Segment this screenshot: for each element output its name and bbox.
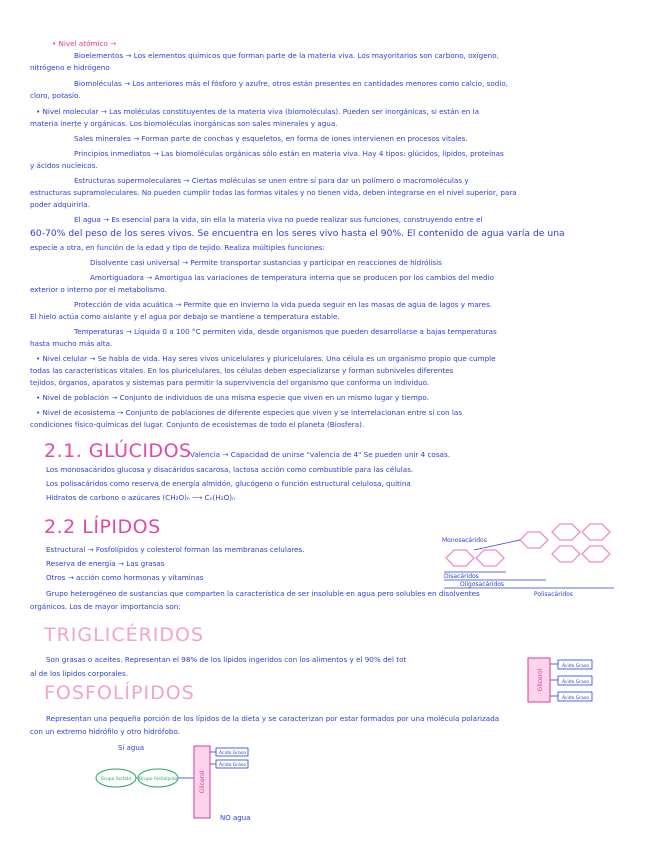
note-line: El hielo actúa como aislante y el agua por debajo se mantiene a temperatura estable. bbox=[30, 312, 340, 321]
note-line: • Nivel atómico → bbox=[52, 39, 117, 48]
label-glicerol: Glicerol bbox=[537, 668, 544, 692]
label-monosacaridos: Monosacáridos bbox=[442, 537, 487, 544]
hexagon-4 bbox=[552, 524, 580, 540]
note-line: nitrógeno e hidrógeno bbox=[30, 63, 110, 72]
note-line: Otros → acción como hormonas y vitaminas bbox=[46, 573, 204, 582]
fchain-2-label: Ácido Graso bbox=[219, 763, 246, 768]
note-line: materia inerte y orgánicas. Los biomoléculas inorgánicas son sales minerales y agua. bbox=[30, 119, 338, 128]
note-line: Sales minerales → Forman parte de conchas y esqueletos, en forma de iones intervienen en procesos vitales. bbox=[74, 134, 468, 143]
note-line: Valencia → Capacidad de unirse "valencia de 4" Se pueden unir 4 cosas. bbox=[190, 450, 450, 459]
note-line: 60-70% del peso de los seres vivos. Se encuentra en los seres vivo hasta el 90%. El contenido de agua varía de una bbox=[30, 228, 565, 239]
note-line: • Nivel celular → Se habla de vida. Hay seres vivos unicelulares y pluricelulares. Una célula es un organismo propio que cumple bbox=[36, 354, 496, 363]
saccharide-diagram bbox=[434, 510, 634, 610]
hexagon-1 bbox=[446, 550, 474, 566]
note-line: • Nivel de ecosistema → Conjunto de poblaciones de diferente especies que viven y se interrelacionan entre sí con las bbox=[36, 408, 463, 417]
note-line: todas las características vitales. En los pluricelulares, los células deben especializarse y forman subniveles diferentes bbox=[30, 366, 454, 375]
note-line: Reserva de energía → Las grasas bbox=[46, 559, 165, 568]
note-line: y ácidos nucleicos. bbox=[30, 161, 98, 170]
fchain-1-label: Ácido Graso bbox=[219, 751, 246, 756]
label-no-agua: NO agua bbox=[220, 814, 251, 822]
heading-fosfolipidos: FOSFOLÍPIDOS bbox=[44, 682, 195, 704]
note-line: Los polisacáridos como reserva de energía almidón, glucógeno o función estructural celulosa, quitina bbox=[46, 479, 411, 488]
chain-3-label: Ácido Graso bbox=[562, 696, 589, 701]
heading-lipidos: 2.2 LÍPIDOS bbox=[44, 516, 161, 538]
note-line: Estructuras supermoleculares → Ciertas moléculas se unen entre sí para dar un polímero o macromoléculas y bbox=[74, 176, 469, 185]
note-line: Representan una pequeña porción de los lípidos de la dieta y se caracterizan por estar formados por una molécula polarizada bbox=[46, 714, 500, 723]
label-disacaridos: Disacáridos bbox=[444, 573, 479, 580]
note-line: condiciones físico-químicas del lugar. Conjunto de ecosistemas de todo el planeta (Biosfera). bbox=[30, 420, 365, 429]
note-line: orgánicos. Los de mayor importancia son: bbox=[30, 602, 181, 611]
chain-2-label: Ácido Graso bbox=[562, 680, 589, 685]
note-line: • Nivel de población → Conjunto de individuos de una misma especie que viven en un mismo lugar y tiempo. bbox=[36, 393, 429, 402]
heading-glucidos: 2.1. GLÚCIDOS bbox=[44, 440, 192, 462]
note-line: Amortiguadora → Amortigua las variaciones de temperatura interna que se producen por los cambios del medio bbox=[90, 273, 494, 282]
hexagon-3 bbox=[520, 532, 548, 548]
note-line: exterior o interno por el metabolismo. bbox=[30, 285, 167, 294]
triglyceride-diagram bbox=[526, 654, 616, 714]
chain-1-label: Ácido Graso bbox=[562, 664, 589, 669]
note-line: Son grasas o aceites. Representan el 98% de los lípidos ingeridos con los alimentos y el 90% del tot bbox=[46, 655, 407, 664]
label-oligosacaridos: Oligosacáridos bbox=[460, 581, 505, 588]
heading-trigliceridos: TRIGLICÉRIDOS bbox=[44, 624, 205, 646]
label-otro: Grupo fosfolípido bbox=[138, 777, 178, 782]
hexagon-7 bbox=[582, 546, 610, 562]
label-glicerol-2: Glicerol bbox=[199, 770, 206, 794]
label-polisacaridos: Polisacáridos bbox=[534, 591, 573, 598]
note-line: Temperaturas → Líquida 0 a 100 °C permiten vida, desde organismos que pueden desarrollarse a bajas temperaturas bbox=[74, 327, 497, 336]
note-line: con un extremo hidrófilo y otro hidrófobo. bbox=[30, 727, 180, 736]
note-line: Protección de vida acuática → Permite que en invierno la vida pueda seguir en las masas de agua de lagos y mares. bbox=[74, 300, 492, 309]
note-line: Principios inmediatos → Las biomoléculas orgánicas sólo están en materia viva. Hay 4 tipos: glúcidos, lípidos, proteínas bbox=[74, 149, 504, 158]
note-line: especie a otra, en función de la edad y tipo de tejido. Realiza múltiples funciones: bbox=[30, 243, 325, 252]
note-line: Bioelementos → Los elementos químicos que forman parte de la materia viva. Los mayoritarios son carbono, oxígeno, bbox=[74, 51, 499, 60]
phospholipid-diagram bbox=[90, 740, 320, 830]
note-line: estructuras supramoleculares. No pueden cumplir todas las formas vitales y no tienen vida, deben integrarse en el nivel superior, para bbox=[30, 188, 517, 197]
note-line: hasta mucho más alta. bbox=[30, 339, 113, 348]
note-line: poder adquirirla. bbox=[30, 200, 90, 209]
label-grupo: Grupo fosfato bbox=[100, 777, 132, 782]
note-line: Estructural → Fosfolípidos y colesterol forman las membranas celulares. bbox=[46, 545, 305, 554]
hexagon-2 bbox=[476, 550, 504, 566]
note-line: Hidratos de carbono o azúcares (CH₂O)ₙ ⟶ Cₙ(H₂O)ₙ bbox=[46, 493, 235, 502]
note-line: Biomoléculas → Los anteriores más el fósforo y azufre, otros están presentes en cantidades menores como calcio, sodio, bbox=[74, 79, 509, 88]
note-line: al de los lípidos corporales. bbox=[30, 669, 128, 678]
hexagon-5 bbox=[582, 524, 610, 540]
note-line: El agua → Es esencial para la vida, sin ella la materia viva no puede realizar sus funciones, construyendo entre el bbox=[74, 215, 483, 224]
note-line: Grupo heterogéneo de sustancias que comparten la característica de ser insoluble en agua pero solubles en disolventes bbox=[46, 589, 480, 598]
note-line: tejidos, órganos, aparatos y sistemas para permitir la supervivencia del organismo que conforma un individuo. bbox=[30, 378, 430, 387]
label-si-agua: Sí agua bbox=[118, 744, 145, 752]
note-line: cloro, potasio. bbox=[30, 91, 81, 100]
note-line: • Nivel molecular → Las moléculas constituyentes de la materia viva (biomoléculas). Pueden ser inorgánicas, si están en la bbox=[36, 107, 480, 116]
hexagon-6 bbox=[552, 546, 580, 562]
note-line: Los monosacáridos glucosa y disacáridos sacarosa, lactosa acción como combustible para las células. bbox=[46, 465, 414, 474]
note-line: Disolvente casi universal → Permite transportar sustancias y participar en reacciones de hidrólisis bbox=[90, 258, 442, 267]
